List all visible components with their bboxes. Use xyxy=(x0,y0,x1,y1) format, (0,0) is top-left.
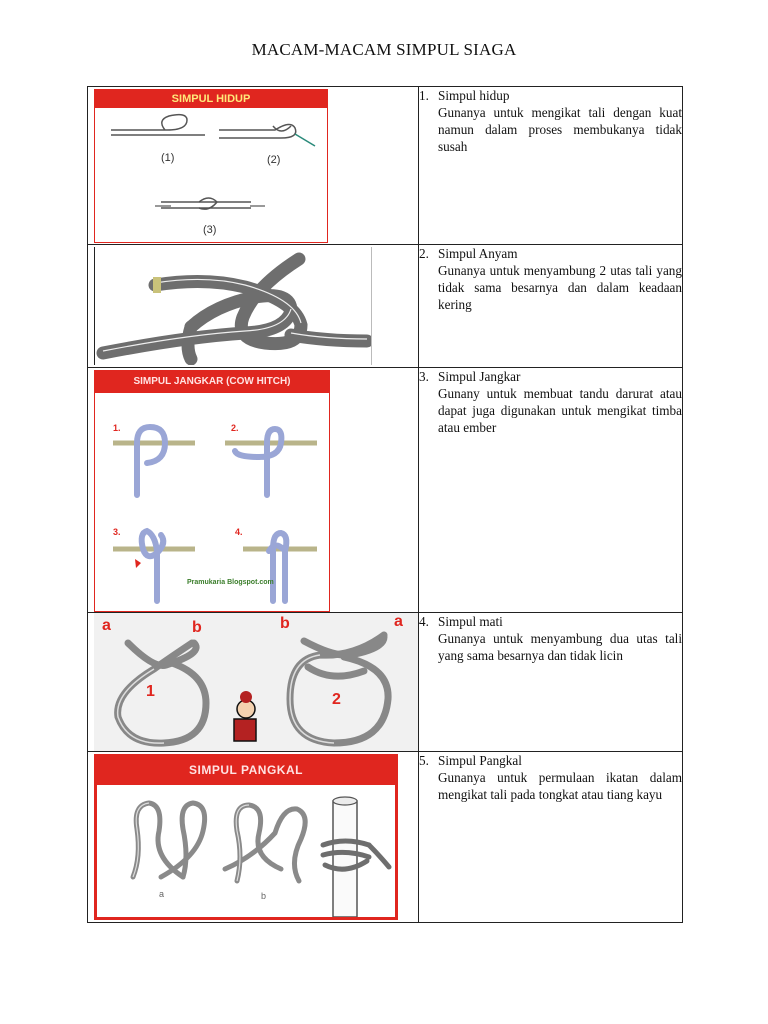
knot-image-cell xyxy=(88,613,419,752)
knot-description-cell xyxy=(419,752,683,923)
rope-end-label: b xyxy=(280,615,290,632)
table-row xyxy=(88,752,683,923)
item-number: 2. xyxy=(419,246,429,261)
knot-image-cell xyxy=(88,368,419,613)
knot-description: Gunany untuk membuat tandu darurat atau dapat juga digunakan untuk mengikat timba atau ember xyxy=(438,386,682,435)
step-label: (1) xyxy=(161,152,175,164)
step-label: a xyxy=(159,889,165,899)
simpul-anyam-figure xyxy=(94,247,372,365)
simpul-jangkar-drawing xyxy=(95,371,329,611)
knot-description-cell xyxy=(419,613,683,752)
knots-table xyxy=(87,86,683,923)
knot-name: Simpul Pangkal xyxy=(438,753,522,768)
knot-description-cell xyxy=(419,368,683,613)
knot-name: Simpul Jangkar xyxy=(438,369,521,384)
simpul-mati-drawing xyxy=(94,613,418,751)
knot-description-cell xyxy=(419,87,683,245)
step-label: 2 xyxy=(332,691,341,708)
step-label: 4. xyxy=(235,527,243,537)
knot-description: Gunanya untuk mengikat tali dengan kuat namun dalam proses membukanya tidak susah xyxy=(438,105,682,154)
table-row xyxy=(88,87,683,245)
step-label: (3) xyxy=(203,224,217,236)
item-number: 1. xyxy=(419,88,429,103)
simpul-anyam-drawing xyxy=(95,247,371,365)
knot-description-cell xyxy=(419,245,683,368)
simpul-hidup-drawing xyxy=(95,90,327,242)
figure-banner: SIMPUL HIDUP xyxy=(95,90,327,108)
step-label: (2) xyxy=(267,154,281,166)
watermark-logo: Pramukaria Blogspot.com xyxy=(187,579,274,586)
table-row xyxy=(88,245,683,368)
item-number: 3. xyxy=(419,369,429,384)
simpul-mati-figure xyxy=(94,613,418,751)
knot-image-cell xyxy=(88,752,419,923)
page-title: MACAM-MACAM SIMPUL SIAGA xyxy=(251,40,517,59)
simpul-jangkar-figure xyxy=(94,370,330,612)
rope-end-label: a xyxy=(102,617,111,634)
knot-name: Simpul hidup xyxy=(438,88,510,103)
knot-name: Simpul Anyam xyxy=(438,246,518,261)
rope-end-label: b xyxy=(192,619,202,636)
step-label: 2. xyxy=(231,423,239,433)
knot-description: Gunanya untuk menyambung dua utas tali yang sama besarnya dan tidak licin xyxy=(438,631,682,663)
rope-end-label: a xyxy=(394,613,403,630)
figure-banner: SIMPUL JANGKAR (COW HITCH) xyxy=(95,371,329,393)
simpul-pangkal-drawing xyxy=(97,757,398,920)
table-row xyxy=(88,368,683,613)
simpul-hidup-figure xyxy=(94,89,328,243)
simpul-pangkal-figure xyxy=(94,754,398,920)
step-label: 1. xyxy=(113,423,121,433)
knot-image-cell xyxy=(88,245,419,368)
item-number: 4. xyxy=(419,614,429,629)
figure-banner: SIMPUL PANGKAL xyxy=(97,757,395,785)
knot-description: Gunanya untuk permulaan ikatan dalam mengikat tali pada tongkat atau tiang kayu xyxy=(438,770,682,802)
step-label: 1 xyxy=(146,683,155,700)
item-number: 5. xyxy=(419,753,429,768)
table-row xyxy=(88,613,683,752)
step-label: b xyxy=(261,891,267,901)
step-label: 3. xyxy=(113,527,121,537)
knot-image-cell xyxy=(88,87,419,245)
knot-description: Gunanya untuk menyambung 2 utas tali yang tidak sama besarnya dan dalam keadaan kering xyxy=(438,263,682,312)
knot-name: Simpul mati xyxy=(438,614,503,629)
